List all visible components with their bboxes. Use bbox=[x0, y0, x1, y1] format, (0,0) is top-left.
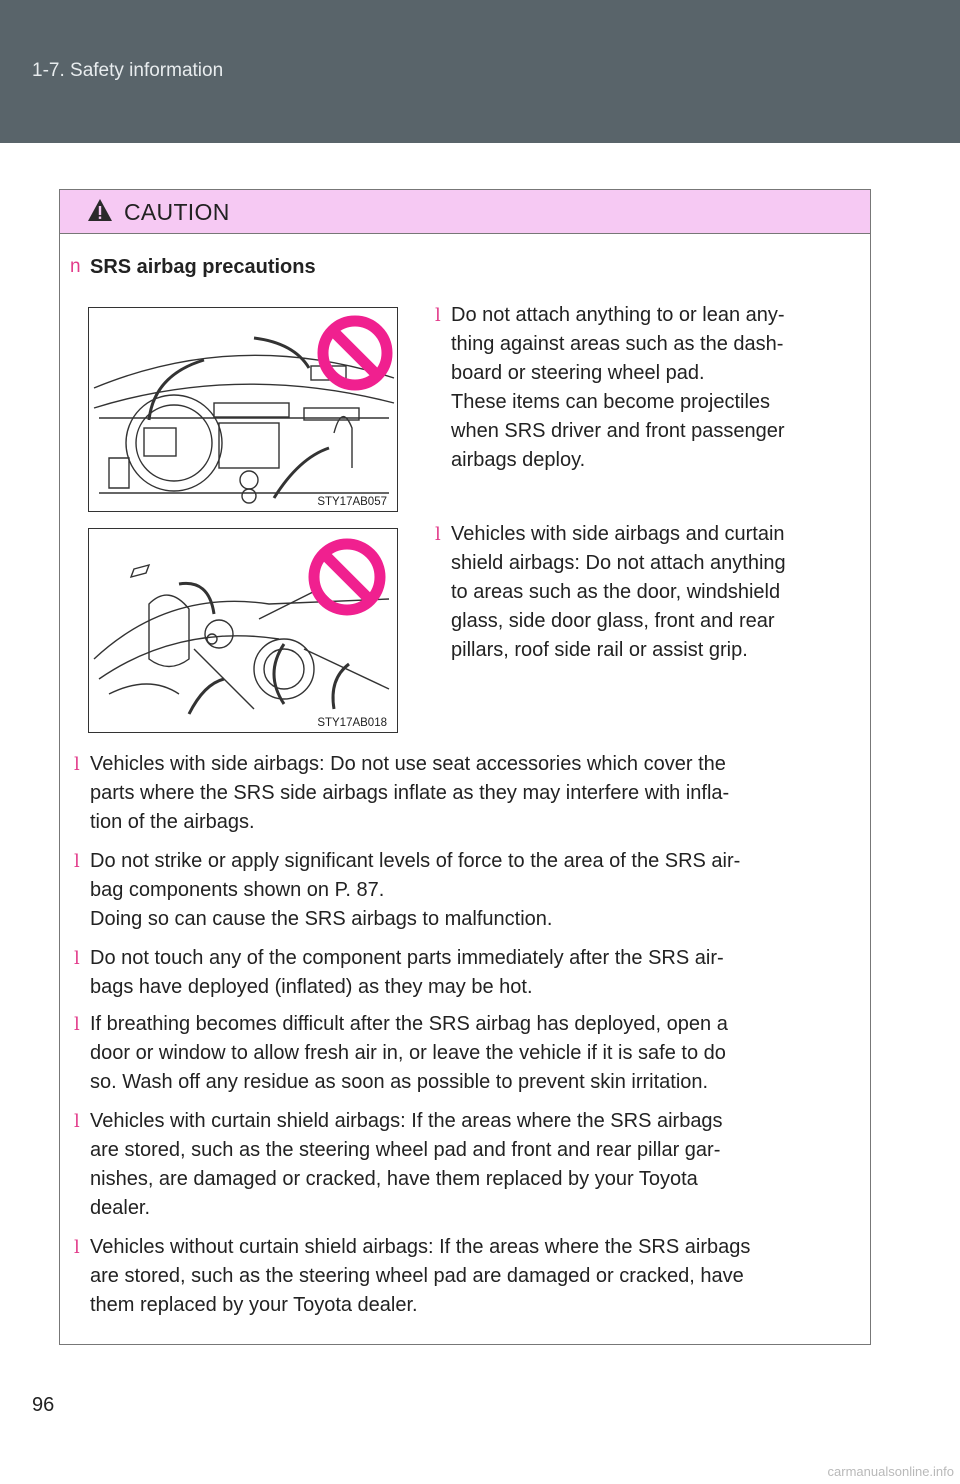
section-title: 1-7. Safety information bbox=[32, 60, 224, 81]
bullet-text: If breathing becomes difficult after the SRS airbag has deployed, open a door or window to allow fresh air in, or leave the vehicle if it is safe to do so. Wash off any residue as soon as possible to prevent skin irritation. bbox=[90, 1013, 728, 1093]
list-item bbox=[74, 750, 859, 837]
bullet-mark: l bbox=[435, 305, 441, 326]
list-item bbox=[74, 1233, 859, 1320]
section-heading: SRS airbag precautions bbox=[90, 256, 316, 278]
bullet-mark: l bbox=[435, 524, 441, 545]
bullet-text: Do not touch any of the component parts immediately after the SRS air- bags have deployed (inflated) as they may be hot. bbox=[90, 947, 724, 998]
watermark: carmanualsonline.info bbox=[827, 1464, 954, 1479]
prohibited-icon bbox=[323, 321, 387, 385]
cabin-drawing bbox=[89, 529, 398, 733]
bullet-text: Vehicles without curtain shield airbags: If the areas where the SRS airbags are stored, such as the steering wheel pad are damaged or cracked, have them replaced by your Toyota dealer. bbox=[90, 1236, 751, 1316]
figure-code: STY17AB057 bbox=[317, 496, 387, 508]
bullet-text: Do not strike or apply significant levels of force to the area of the SRS air- bag components shown on P. 87. Doing so can cause the SRS airbags to malfunction. bbox=[90, 850, 741, 930]
bullet-text: Vehicles with curtain shield airbags: If the areas where the SRS airbags are stored, such as the steering wheel pad and front and rear pillar gar- nishes, are damaged or cracked, have them replaced by your Toyota dealer. bbox=[90, 1110, 723, 1219]
bullet-text: Vehicles with side airbags and curtain shield airbags: Do not attach anything to areas such as the door, windshield glass, side door glass, front and rear pillars, roof side rail or assist grip. bbox=[451, 523, 786, 661]
bullet-mark: l bbox=[74, 1111, 80, 1132]
bullet-mark: l bbox=[74, 1014, 80, 1035]
list-item bbox=[435, 301, 854, 475]
list-item bbox=[435, 520, 854, 665]
caution-title: CAUTION bbox=[124, 199, 230, 225]
figure-code: STY17AB018 bbox=[317, 717, 387, 729]
bullet-text: Vehicles with side airbags: Do not use seat accessories which cover the parts where the SRS side airbags inflate as they may interfere with infla- tion of the airbags. bbox=[90, 753, 730, 833]
caution-header bbox=[60, 190, 870, 234]
bullet-mark: l bbox=[74, 754, 80, 775]
list-item bbox=[74, 1010, 859, 1097]
dashboard-drawing bbox=[89, 308, 398, 512]
page-number: 96 bbox=[32, 1394, 55, 1416]
warning-triangle-icon bbox=[87, 198, 113, 222]
section-bullet: n bbox=[70, 256, 81, 277]
page-header bbox=[0, 0, 960, 143]
bullet-mark: l bbox=[74, 1237, 80, 1258]
dashboard-illustration bbox=[88, 307, 398, 512]
list-item bbox=[74, 1107, 859, 1223]
list-item bbox=[74, 944, 859, 1002]
caution-box bbox=[59, 189, 871, 1345]
list-item bbox=[74, 847, 859, 934]
bullet-mark: l bbox=[74, 851, 80, 872]
bullet-text: Do not attach anything to or lean any- thing against areas such as the dash- board or steering wheel pad. These items can become projectiles when SRS driver and front passenger airbags deploy. bbox=[451, 304, 785, 471]
cabin-illustration bbox=[88, 528, 398, 733]
bullet-mark: l bbox=[74, 948, 80, 969]
